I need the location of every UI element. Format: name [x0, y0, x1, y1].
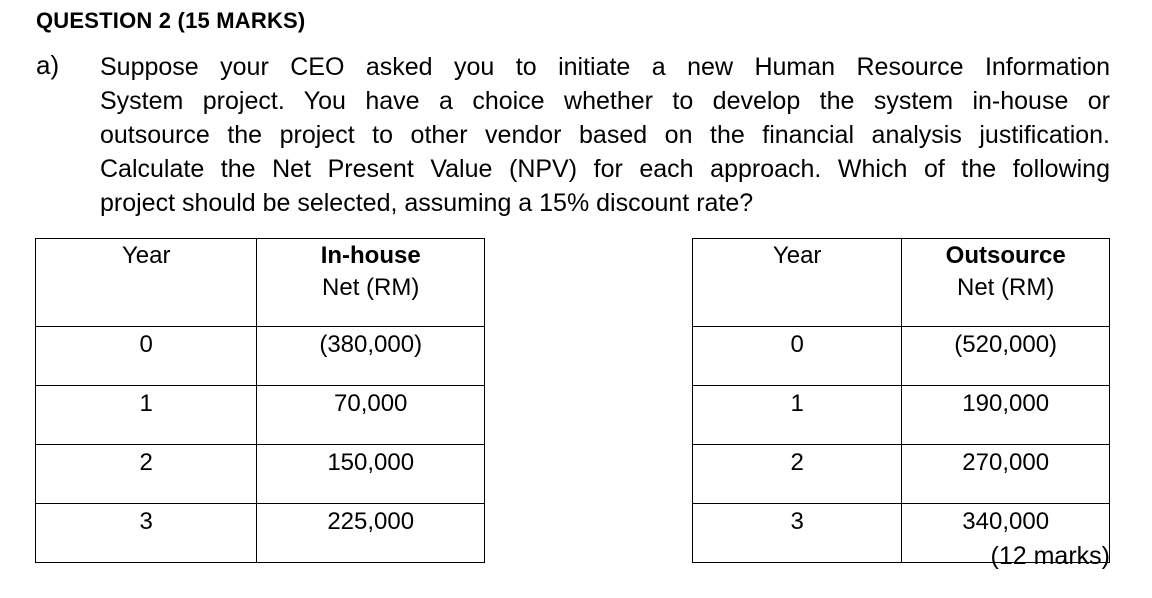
- table-row: [36, 504, 485, 563]
- year-cell: 1: [36, 386, 257, 445]
- net-cell: 225,000: [257, 504, 485, 563]
- year-cell: 2: [36, 445, 257, 504]
- outsource-subtitle: Net (RM): [957, 274, 1055, 301]
- table-header-row: [36, 239, 485, 327]
- net-cell: (380,000): [257, 327, 485, 386]
- question-line: Calculate the Net Present Value (NPV) for each approach. Which of the following: [100, 155, 1110, 183]
- net-cell: 150,000: [257, 445, 485, 504]
- inhouse-subtitle: Net (RM): [322, 274, 420, 301]
- inhouse-table: [35, 238, 485, 563]
- outsource-table: [692, 238, 1110, 563]
- question-line: System project. You have a choice whether to develop the system in-house or: [100, 87, 1110, 115]
- net-cell: 340,000: [902, 504, 1110, 563]
- question-line: Suppose your CEO asked you to initiate a new Human Resource Information: [100, 53, 1110, 81]
- inhouse-title: In-house: [320, 242, 421, 269]
- question-line: project should be selected, assuming a 15% discount rate?: [100, 189, 754, 217]
- outsource-net-header: [902, 239, 1110, 327]
- table-row: [693, 327, 1110, 386]
- year-cell: 1: [693, 386, 902, 445]
- question-heading: QUESTION 2 (15 MARKS): [36, 8, 306, 33]
- table-row: [693, 445, 1110, 504]
- marks-label: (12 marks): [990, 542, 1110, 570]
- table-row: [36, 445, 485, 504]
- year-header: Year: [693, 239, 902, 327]
- outsource-title: Outsource: [945, 242, 1066, 269]
- net-cell: 70,000: [257, 386, 485, 445]
- table-header-row: [693, 239, 1110, 327]
- table-row: [36, 327, 485, 386]
- net-cell: (520,000): [902, 327, 1110, 386]
- year-cell: 0: [693, 327, 902, 386]
- year-cell: 2: [693, 445, 902, 504]
- table-row: [693, 386, 1110, 445]
- table-row: [36, 386, 485, 445]
- question-text: [100, 50, 1110, 220]
- year-cell: 3: [36, 504, 257, 563]
- year-cell: 3: [693, 504, 902, 563]
- question-line: outsource the project to other vendor based on the financial analysis justification.: [100, 121, 1110, 149]
- net-cell: 190,000: [902, 386, 1110, 445]
- year-cell: 0: [36, 327, 257, 386]
- year-header: Year: [36, 239, 257, 327]
- question-part-label: a): [36, 50, 60, 80]
- net-cell: 270,000: [902, 445, 1110, 504]
- inhouse-net-header: [257, 239, 485, 327]
